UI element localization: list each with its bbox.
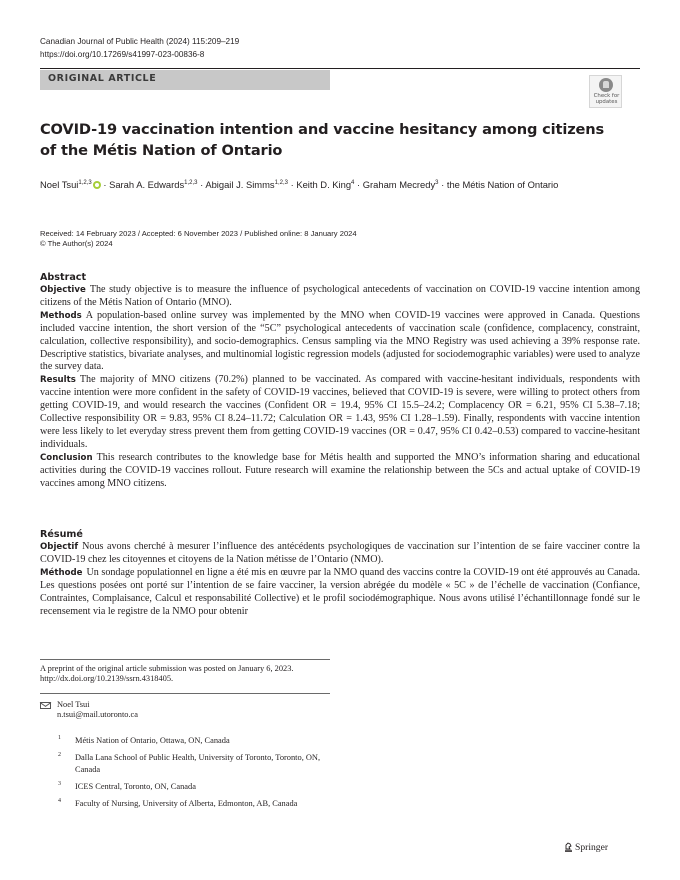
resume-methode: Méthode Un sondage populationnel en ligne a été mis en œuvre par la NMO quand des vaccins contre la COVID-19 ont été approuvés au Canada. Les questions posées ont porté sur l’intention de se faire vacciner, la version abrégée du modèle « 5C » de l’échelle de vaccination (Confiance, Contraintes, Complaisance, Calcul et responsabilité Collective) et le profil sociodémographique. Nous avons utilisé l’échantillonnage fondé sur le recensement via le registre de la NMO pour obtenir <box>40 566 640 617</box>
publisher-logo <box>575 842 608 853</box>
author-separator: · <box>197 179 206 190</box>
publication-dates <box>40 229 357 249</box>
journal-citation: Canadian Journal of Public Health (2024) 115:209–219 <box>40 37 240 46</box>
history-dates: Received: 14 February 2023 / Accepted: 6 November 2023 / Published online: 8 January 2024 <box>40 229 357 238</box>
affiliation: 4 Faculty of Nursing, University of Alberta, Edmonton, AB, Canada <box>58 798 298 808</box>
author: the Métis Nation of Ontario <box>446 179 559 190</box>
author-separator: · <box>354 179 363 190</box>
preprint-note: A preprint of the original article submission was posted on January 6, 2023. http://dx.doi.org/10.2139/ssrn.4318405. <box>40 664 294 684</box>
abstract-objective: Objective The study objective is to measure the influence of psychological antecedents of vaccination on COVID-19 vaccine intention among citizens of the Métis Nation of Ontario (MNO). <box>40 284 640 308</box>
springer-horse-icon <box>564 842 573 852</box>
orcid-icon[interactable] <box>93 181 101 189</box>
abstract-results: Results The majority of MNO citizens (70.2%) planned to be vaccinated. As compared with vaccine-hesitant individuals, respondents with vaccine intention were more confident in the safety of COVID-19 vaccines, believed that COVID-19 is severe, were willing to protect others from getting COVID-19, and would research the vaccines (Confident OR = 19.4, 95% CI 15.5–24.2; Complacency OR = 6.21, 95% CI 5.38–7.18; Collective responsibility OR = 9.83, 95% CI 8.24–11.72; Calculation OR = 1.43, 95% CI 1.28–1.59). Finally, respondents with vaccine intention were less likely to let everyday stress prevent them from getting COVID-19 vaccines (OR = 0.47, 95% CI 0.42–0.53) compared to vaccine-hesitant individuals. <box>40 374 640 450</box>
publisher-name: Springer <box>575 842 609 853</box>
bookmark-icon <box>599 78 613 92</box>
affiliation: 3 ICES Central, Toronto, ON, Canada <box>58 781 196 791</box>
abstract-english <box>40 271 640 491</box>
doi-link[interactable]: https://doi.org/10.17269/s41997-023-00836-8 <box>40 50 205 59</box>
header-rule <box>40 68 640 69</box>
author-list <box>40 178 640 192</box>
copyright: © The Author(s) 2024 <box>40 239 113 248</box>
author-separator: · <box>287 179 297 190</box>
affiliation: 2 Dalla Lana School of Public Health, University of Toronto, Toronto, ON, Canada <box>58 752 321 774</box>
correspondence-name: Noel Tsui <box>57 700 90 709</box>
author[interactable]: Graham Mecredy$^3$ <box>362 179 439 190</box>
check-updates-label: Check for updates <box>593 93 620 105</box>
abstract-methods: Methods A population-based online survey was implemented by the MNO when COVID-19 vaccines were approved in Canada. Questions included vaccine intention, the short version of the “5C” psychological antecedents of vaccination scale (confidence, complacency, constraint, calculation, collective responsibility), and socio-demographics. Census sampling via the MNO Registry was used achieving a 39% response rate. Descriptive statistics, bivariate analyses, and multinomial logistic regression models (adjusted for sociodemographic variables) were used to analyze the survey data. <box>40 309 640 373</box>
abstract-heading: Abstract <box>40 272 87 283</box>
author[interactable]: Abigail J. Simms$^{1,2,3}$ <box>205 179 288 190</box>
footnote-rule <box>40 693 330 694</box>
author-separator: · <box>438 179 447 190</box>
article-type-label: ORIGINAL ARTICLE <box>48 73 157 84</box>
footnote-rule <box>40 659 330 660</box>
envelope-icon <box>40 702 51 709</box>
abstract-french <box>40 528 640 618</box>
resume-objectif: Objectif Nous avons cherché à mesurer l’influence des antécédents psychologiques de vaccination sur l’intention de se faire vacciner contre la COVID-19 chez les citoyennes et citoyens de la Nation métisse de l’Ontario (NMO). <box>40 541 640 565</box>
affiliation: 1 Métis Nation of Ontario, Ottawa, ON, Canada <box>58 735 230 745</box>
article-type-banner <box>40 70 330 90</box>
abstract-conclusion: Conclusion This research contributes to the knowledge base for Métis health and supported the MNO’s information sharing and educational activities during the COVID-19 vaccines rollout. Future research will examine the relationship between the 5Cs and actual uptake of COVID-19 vaccines among MNO citizens. <box>40 451 640 489</box>
author[interactable]: Noel Tsui$^{1,2,3}$ <box>40 179 92 190</box>
check-for-updates-button[interactable] <box>589 75 622 108</box>
article-title: COVID-19 vaccination intention and vaccine hesitancy among citizens of the Métis Nation of Ontario <box>40 121 605 159</box>
resume-heading: Résumé <box>40 529 83 540</box>
author[interactable]: Sarah A. Edwards$^{1,2,3}$ <box>109 179 198 190</box>
author-separator: · <box>100 179 110 190</box>
author[interactable]: Keith D. King$^4$ <box>296 179 355 190</box>
correspondence <box>40 700 330 720</box>
correspondence-email[interactable]: n.tsui@mail.utoronto.ca <box>57 710 138 720</box>
